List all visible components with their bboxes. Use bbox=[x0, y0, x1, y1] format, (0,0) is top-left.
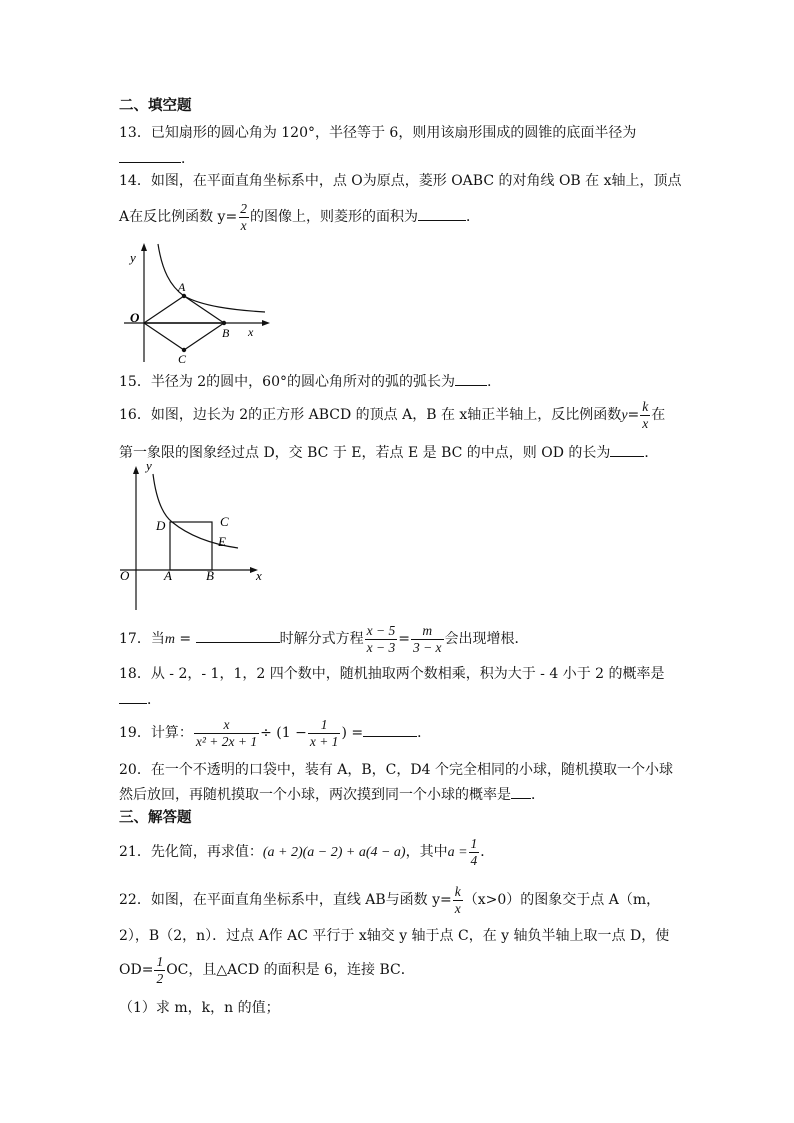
punct: ． bbox=[147, 692, 161, 708]
fraction-denominator: x² + 2x + 1 bbox=[195, 733, 258, 749]
question-22-line-3 bbox=[119, 952, 415, 988]
question-18-text: 18．从 - 2，- 1，1，2 四个数中，随机抽取两个数相乘，积为大于 - 4 小于 2 的概率是 bbox=[119, 666, 665, 682]
answer-blank[interactable] bbox=[455, 371, 487, 386]
q17-text-pre: 17．当 bbox=[119, 631, 165, 647]
label-x: x bbox=[248, 325, 254, 339]
punct: ． bbox=[181, 151, 195, 167]
punct: ． bbox=[480, 844, 495, 860]
hyperbola-curve bbox=[158, 244, 265, 312]
punct: ． bbox=[417, 725, 432, 741]
q22-text-pre: 22．如图，在平面直角坐标系中，直线 AB与函数 y= bbox=[119, 892, 452, 908]
question-13-text: 13．已知扇形的圆心角为 120°，半径等于 6，则用该扇形围成的圆锥的底面半径为 bbox=[119, 125, 637, 141]
a-equals: a = bbox=[447, 845, 468, 860]
fraction-numerator: k bbox=[454, 883, 461, 899]
fraction-denominator: x bbox=[454, 900, 461, 916]
q22-text-post: （x>0）的图象交于点 A（m， bbox=[463, 892, 661, 908]
q22-od-eq: OD= bbox=[119, 962, 154, 978]
q14-text-pre: A在反比例函数 y= bbox=[119, 209, 238, 225]
fraction-numerator: x − 5 bbox=[366, 622, 396, 638]
equals: = bbox=[179, 631, 192, 647]
y-axis-arrow bbox=[133, 466, 139, 474]
label-d: D bbox=[156, 518, 166, 533]
question-17 bbox=[119, 621, 529, 658]
fraction-numerator: 1 bbox=[156, 953, 164, 969]
point-b bbox=[222, 321, 226, 325]
fraction-m-over-3-minus-x bbox=[411, 623, 444, 656]
answer-blank[interactable] bbox=[610, 442, 644, 457]
division-expression: ÷ (1 − bbox=[260, 725, 307, 741]
func-y: y bbox=[621, 408, 628, 423]
answer-blank[interactable] bbox=[511, 784, 531, 799]
question-14-line-2 bbox=[119, 200, 480, 234]
q21-expression: (a + 2)(a − 2) + a(4 − a) bbox=[262, 845, 406, 860]
fraction-1-over-2 bbox=[154, 954, 165, 987]
q19-text-pre: 19．计算： bbox=[119, 725, 193, 741]
label-c: C bbox=[178, 352, 187, 365]
punct: ． bbox=[644, 445, 659, 461]
fraction-denominator: x − 3 bbox=[366, 639, 396, 655]
q16-text-pre: 16．如图，边长为 2的正方形 ABCD 的顶点 A，B 在 x轴正半轴上，反比例函数 bbox=[119, 407, 622, 423]
var-m: m bbox=[164, 632, 175, 647]
q22-text-post: OC，且△ACD 的面积是 6，连接 BC． bbox=[166, 962, 415, 978]
punct: ． bbox=[531, 787, 545, 803]
fraction-denominator: x bbox=[642, 415, 649, 431]
y-axis-arrow bbox=[141, 243, 147, 251]
fraction-numerator: 1 bbox=[470, 835, 478, 851]
fraction-numerator: x bbox=[223, 716, 230, 732]
fraction-denominator: 3 − x bbox=[412, 639, 442, 655]
section-title-answer: 三、解答题 bbox=[119, 810, 192, 826]
label-o: O bbox=[130, 310, 140, 325]
fraction-k-over-x bbox=[640, 399, 650, 432]
label-y: y bbox=[146, 460, 152, 473]
answer-blank[interactable] bbox=[418, 206, 466, 221]
punct: . bbox=[487, 374, 492, 390]
question-14-line-1: 14．如图，在平面直角坐标系中，点 O为原点，菱形 OABC 的对角线 OB 在 x轴上，顶点 bbox=[119, 173, 682, 189]
fraction-denominator: 4 bbox=[470, 852, 478, 868]
answer-blank[interactable] bbox=[196, 628, 280, 643]
q21-text-pre: 21．先化简，再求值： bbox=[119, 844, 263, 860]
label-b: B bbox=[222, 326, 230, 340]
fraction-x-minus-5-over-x-minus-3 bbox=[365, 623, 398, 656]
question-15 bbox=[119, 371, 491, 392]
fraction-k-over-x bbox=[453, 884, 463, 917]
fraction-numerator: k bbox=[642, 398, 649, 414]
answer-blank[interactable] bbox=[363, 722, 417, 737]
label-e: E bbox=[218, 534, 226, 549]
q20-text: 然后放回，再随机摸取一个小球，两次摸到同一个小球的概率是 bbox=[119, 787, 511, 803]
q17-text-post: 会出现增根． bbox=[444, 631, 529, 647]
fraction-1-over-x-plus-1 bbox=[308, 717, 341, 750]
label-x: x bbox=[256, 568, 262, 583]
equals: = bbox=[398, 631, 410, 647]
equals: = bbox=[627, 407, 640, 423]
label-a: A bbox=[178, 280, 186, 294]
point-a bbox=[182, 294, 186, 298]
q17-text-mid: 时解分式方程 bbox=[279, 631, 364, 647]
fraction-x-over-polynomial bbox=[194, 717, 259, 750]
q16-text: 第一象限的图象经过点 D，交 BC 于 E，若点 E 是 BC 的中点，则 OD 的长为 bbox=[119, 445, 611, 461]
label-b: B bbox=[206, 568, 214, 583]
label-a: A bbox=[164, 568, 172, 583]
section-title-fill-in: 二、填空题 bbox=[119, 98, 192, 114]
fraction-1-over-4 bbox=[469, 836, 480, 869]
fraction-numerator: m bbox=[422, 622, 433, 638]
q16-text-post: 在 bbox=[651, 407, 666, 423]
label-o: O bbox=[120, 568, 130, 583]
fraction-numerator: 1 bbox=[320, 716, 328, 732]
fraction-2-over-x bbox=[238, 201, 249, 234]
punct: ． bbox=[465, 209, 480, 225]
fraction-denominator: x + 1 bbox=[309, 733, 339, 749]
question-20-line-1: 20．在一个不透明的口袋中，装有 A，B，C，D4 个完全相同的小球，随机摸取一个小球 bbox=[119, 762, 673, 778]
x-axis-arrow bbox=[262, 320, 270, 326]
question-18-answer-line bbox=[119, 689, 161, 710]
question-21 bbox=[119, 834, 494, 871]
square-abcd bbox=[170, 522, 212, 570]
question-22-line-2: 2），B（2，n）．过点 A作 AC 平行于 x轴交 y 轴于点 C，在 y 轴负半轴上取一点 D，使 bbox=[119, 928, 670, 944]
label-y: y bbox=[130, 250, 136, 265]
fraction-denominator: 2 bbox=[156, 970, 164, 986]
question-20-line-2 bbox=[119, 784, 545, 805]
question-13-answer-line bbox=[119, 148, 195, 169]
rhombus-figure bbox=[122, 240, 272, 365]
q15-text: 15．半径为 2的圆中，60°的圆心角所对的弧的弧长为 bbox=[119, 374, 455, 390]
label-c: C bbox=[220, 514, 229, 529]
question-19 bbox=[119, 714, 431, 752]
question-22-sub-1: （1）求 m，k，n 的值； bbox=[119, 1000, 280, 1016]
question-22-line-1 bbox=[119, 882, 660, 918]
fraction-numerator: 2 bbox=[240, 200, 247, 216]
answer-blank[interactable] bbox=[119, 689, 147, 704]
q21-text-mid: ，其中 bbox=[405, 844, 448, 860]
close-paren-equals: ) = bbox=[341, 725, 364, 741]
square-figure bbox=[118, 460, 268, 612]
question-16-line-1 bbox=[119, 398, 665, 433]
fraction-denominator: x bbox=[240, 217, 247, 233]
answer-blank[interactable] bbox=[119, 148, 181, 163]
q14-text-post: 的图像上，则菱形的面积为 bbox=[249, 209, 418, 225]
